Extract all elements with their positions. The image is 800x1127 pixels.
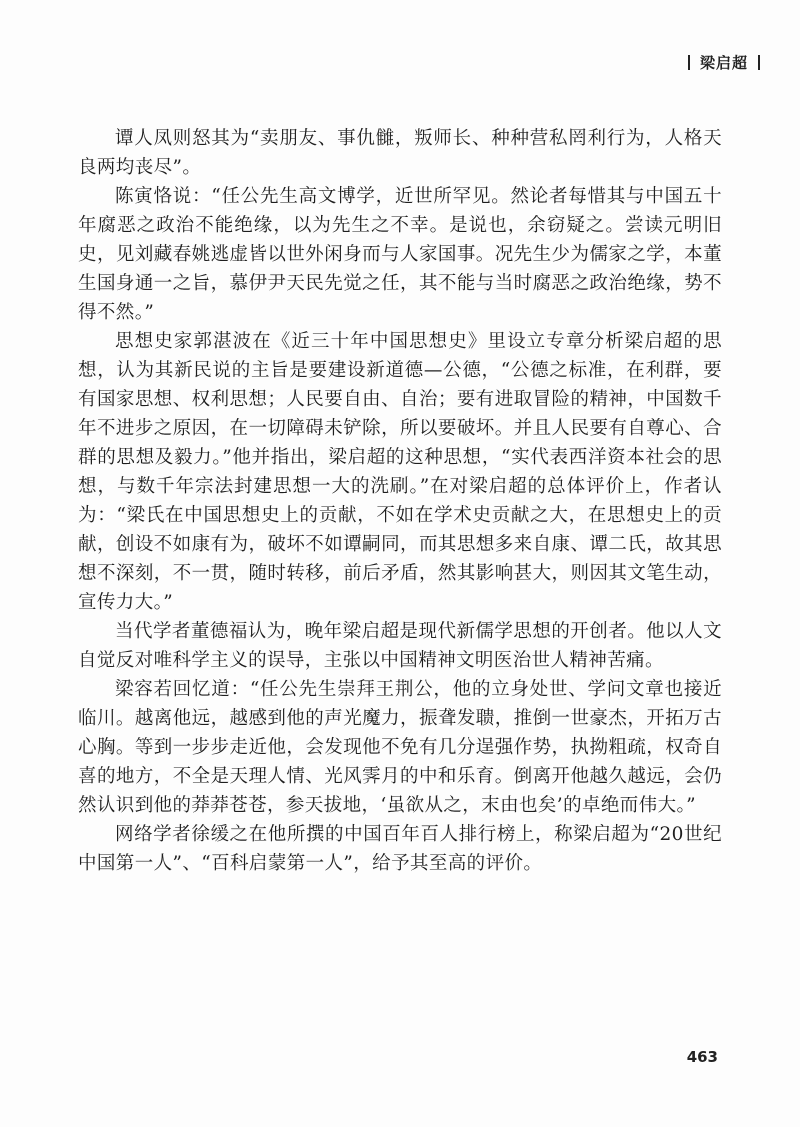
body-text bbox=[78, 124, 722, 878]
paragraph-guo-zhanbo: 思想史家郭湛波在《近三十年中国思想史》里设立专章分析梁启超的思想，认为其新民说的主旨是要建设新道德—公德，“公德之标准，在利群，要有国家思想、权利思想；人民要自由、自治；要有进取冒险的精神，中国数千年不进步之原因，在一切障碍未铲除，所以要破坏。并且人民要有自尊心、合群的思想及毅力。”他并指出，梁启超的这种思想，“实代表西洋资本社会的思想，与数千年宗法封建思想一大的洗刷。”在对梁启超的总体评价上，作者认为：“梁氏在中国思想史上的贡献，不如在学术史贡献之大，在思想史上的贡献，创设不如康有为，破坏不如谭嗣同，而其思想多来自康、谭二氏，故其思想不深刻，不一贯，随时转移，前后矛盾，然其影响甚大，则因其文笔生动，宣传力大。” bbox=[78, 331, 722, 613]
page-number: 463 bbox=[686, 1048, 718, 1066]
paragraph-chen-yinke: 陈寅恪说：“任公先生高文博学，近世所罕见。然论者每惜其与中国五十年腐恶之政治不能绝缘，以为先生之不幸。是说也，余窃疑之。尝读元明旧史，见刘藏春姚逃虚皆以世外闲身而与人家国事。况先生少为儒家之学，本董生国身通一之旨，慕伊尹天民先觉之任，其不能与当时腐恶之政治绝缘，势不得不然。” bbox=[78, 186, 722, 323]
paragraph-liang-rongruo: 梁容若回忆道：“任公先生崇拜王荆公，他的立身处世、学问文章也接近临川。越离他远，越感到他的声光魔力，振聋发聩，推倒一世豪杰，开拓万古心胸。等到一步步走近他，会发现他不免有几分逞强作势，执拗粗疏，权奇自喜的地方，不全是天理人情、光风霁月的中和乐育。倒离开他越久越远，会仍然认识到他的莽莽苍苍，参天拔地，‘虽欲从之，末由也矣’的卓绝而伟大。” bbox=[78, 679, 722, 816]
paragraph-xu-huanzhi: 网络学者徐缓之在他所撰的中国百年百人排行榜上，称梁启超为“20世纪中国第一人”、“百科启蒙第一人”，给予其至高的评价。 bbox=[78, 824, 722, 874]
paragraph-tan-renfeng: 谭人凤则怒其为“卖朋友、事仇雠，叛师长、种种营私罔利行为，人格天良两均丧尽”。 bbox=[78, 128, 722, 178]
running-head-right-bar bbox=[758, 55, 760, 70]
running-head bbox=[688, 52, 760, 73]
running-head-left-bar bbox=[688, 55, 690, 70]
running-head-title: 梁启超 bbox=[699, 54, 748, 72]
paragraph-dong-defu: 当代学者董德福认为，晚年梁启超是现代新儒学思想的开创者。他以人文自觉反对唯科学主义的误导，主张以中国精神文明医治世人精神苦痛。 bbox=[78, 621, 722, 671]
